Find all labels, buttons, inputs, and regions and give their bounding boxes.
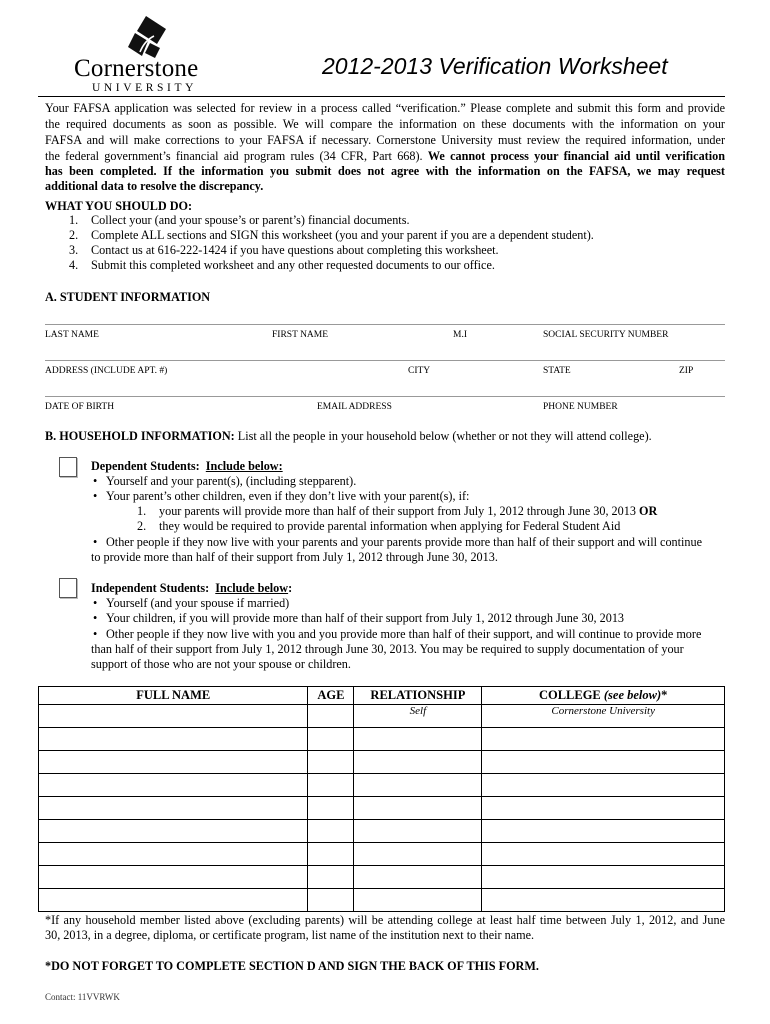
college-cell[interactable]	[482, 820, 725, 843]
zip-label: ZIP	[679, 366, 694, 376]
relationship-cell[interactable]	[354, 843, 482, 866]
dep-bullet-3-dot: •	[93, 535, 98, 549]
relationship-cell[interactable]	[354, 820, 482, 843]
dep-sub-1-or: OR	[638, 504, 658, 518]
relationship-cell[interactable]	[354, 751, 482, 774]
relationship-self: Self	[409, 705, 427, 717]
email-label: EMAIL ADDRESS	[317, 402, 392, 412]
dob-label: DATE OF BIRTH	[45, 402, 115, 412]
table-row	[39, 866, 725, 889]
ind-bullet-2: Your children, if you will provide more than half of their support from July 1, 2012 through June 30, 2013	[106, 611, 625, 625]
dep-bullet-1-dot: •	[93, 474, 98, 488]
independent-colon: :	[288, 581, 293, 595]
logo-mark-icon	[126, 16, 166, 58]
sign-reminder: *DO NOT FORGET TO COMPLETE SECTION D AND SIGN THE BACK OF THIS FORM.	[45, 959, 539, 973]
age-cell[interactable]	[308, 797, 354, 820]
name-cell[interactable]	[39, 797, 308, 820]
mi-label: M.I	[453, 330, 467, 340]
age-cell[interactable]	[308, 889, 354, 912]
address-field[interactable]	[45, 360, 725, 361]
relationship-cell[interactable]	[354, 866, 482, 889]
ind-bullet-3-line-3: support of those who are not your spouse or children.	[91, 657, 351, 671]
phone-label: PHONE NUMBER	[543, 402, 618, 412]
table-row	[39, 820, 725, 843]
first-name-label: FIRST NAME	[272, 330, 329, 340]
name-cell[interactable]	[39, 820, 308, 843]
dependent-title: Dependent Students:	[91, 459, 200, 473]
intro-line-6: additional data to resolve the discrepancy.	[45, 179, 264, 193]
college-header-text: COLLEGE	[538, 688, 601, 702]
section-b-title: B. HOUSEHOLD INFORMATION:	[45, 429, 235, 443]
age-header: AGE	[308, 687, 354, 705]
name-cell[interactable]	[39, 774, 308, 797]
logo-subtitle: UNIVERSITY	[92, 82, 197, 94]
ind-bullet-2-dot: •	[93, 611, 98, 625]
dependent-include: Include below:	[205, 459, 283, 473]
dep-bullet-3-line-2: to provide more than half of their support from July 1, 2012 through June 30, 2013.	[91, 550, 498, 564]
name-cell[interactable]	[39, 889, 308, 912]
city-label: CITY	[408, 366, 431, 376]
independent-label	[91, 581, 292, 597]
footnote-line-2: 30, 2013, in a degree, diploma, or certificate program, list name of the institution next to their name.	[45, 928, 535, 942]
intro-line-4	[45, 149, 725, 165]
ind-bullet-3-line-2: than half of their support from July 1, 2012 through June 30, 2013. You may be required to supply documentation of your	[91, 642, 684, 656]
table-header-row	[39, 687, 725, 705]
dep-sub-2: they would be required to provide parental information when applying for Federal Student Aid	[159, 519, 621, 533]
section-a-heading: A. STUDENT INFORMATION	[45, 290, 211, 304]
todo-num-4: 4.	[69, 258, 79, 272]
college-cell[interactable]	[482, 751, 725, 774]
table-row	[39, 751, 725, 774]
college-cell[interactable]	[482, 797, 725, 820]
table-row	[39, 774, 725, 797]
dob-field[interactable]	[45, 396, 725, 397]
college-cornerstone: Cornerstone University	[551, 705, 655, 717]
dep-sub-2-num: 2.	[137, 519, 147, 533]
relationship-cell[interactable]	[354, 728, 482, 751]
age-cell[interactable]	[308, 751, 354, 774]
logo-name: Cornerstone	[74, 55, 199, 82]
dependent-label	[91, 459, 283, 475]
college-cell[interactable]	[482, 843, 725, 866]
ind-bullet-3-dot: •	[93, 627, 98, 641]
table-row	[39, 889, 725, 912]
todo-num-2: 2.	[69, 228, 79, 242]
dep-bullet-2: Your parent’s other children, even if they don’t live with your parent(s), if:	[106, 489, 470, 503]
dep-bullet-1: Yourself and your parent(s), (including stepparent).	[106, 474, 357, 488]
ind-bullet-3-line-1: Other people if they now live with you and you provide more than half of their support, and will continue to provide more	[106, 627, 702, 641]
last-name-field[interactable]	[45, 324, 725, 325]
section-b-instruction: List all the people in your household below (whether or not they will attend college).	[234, 429, 652, 443]
todo-item-2: Complete ALL sections and SIGN this worksheet (you and your parent if you are a dependent student).	[91, 228, 594, 242]
full-name-header: FULL NAME	[39, 687, 308, 705]
dep-sub-1-text: your parents will provide more than half of their support from July 1, 2012 through June 30, 2013	[159, 504, 639, 518]
last-name-label: LAST NAME	[45, 330, 99, 340]
name-cell[interactable]	[39, 843, 308, 866]
page-title: 2012-2013 Verification Worksheet	[322, 53, 668, 79]
ssn-label: SOCIAL SECURITY NUMBER	[543, 330, 669, 340]
intro-line-2: the required documents as soon as possible. We will compare the information on these documents with the information on your	[45, 117, 725, 131]
college-cell[interactable]	[482, 728, 725, 751]
college-header	[482, 687, 725, 705]
relationship-cell[interactable]	[354, 705, 482, 728]
name-cell[interactable]	[39, 866, 308, 889]
college-cell[interactable]	[482, 866, 725, 889]
age-cell[interactable]	[308, 705, 354, 728]
state-label: STATE	[543, 366, 571, 376]
todo-item-3: Contact us at 616-222-1424 if you have questions about completing this worksheet.	[91, 243, 499, 257]
name-cell[interactable]	[39, 705, 308, 728]
table-row	[39, 797, 725, 820]
dep-sub-1	[159, 504, 657, 520]
name-cell[interactable]	[39, 751, 308, 774]
todo-item-1: Collect your (and your spouse’s or parent’s) financial documents.	[91, 213, 410, 227]
college-cell[interactable]	[482, 774, 725, 797]
age-cell[interactable]	[308, 820, 354, 843]
contact-code: Contact: 11VVRWK	[45, 992, 120, 1002]
name-cell[interactable]	[39, 728, 308, 751]
independent-include: Include below	[215, 581, 289, 595]
todo-num-3: 3.	[69, 243, 79, 257]
university-logo	[74, 16, 219, 96]
age-cell[interactable]	[308, 728, 354, 751]
address-label: ADDRESS (INCLUDE APT. #)	[45, 366, 168, 376]
intro-line-4-bold: We cannot process your financial aid until verification	[427, 149, 725, 163]
relationship-cell[interactable]	[354, 774, 482, 797]
table-row	[39, 843, 725, 866]
college-cell[interactable]	[482, 705, 725, 728]
todo-heading: WHAT YOU SHOULD DO:	[45, 199, 193, 213]
age-cell[interactable]	[308, 866, 354, 889]
college-header-note: (see below)	[603, 688, 662, 702]
dep-bullet-2-dot: •	[93, 489, 98, 503]
intro-line-4-normal: the federal government’s financial aid program rules (34 CFR, Part 668).	[45, 149, 428, 163]
dependent-checkbox[interactable]	[59, 457, 77, 477]
table-row	[39, 705, 725, 728]
table-row	[39, 728, 725, 751]
college-header-star: *	[661, 688, 668, 702]
relationship-cell[interactable]	[354, 889, 482, 912]
intro-line-1: Your FAFSA application was selected for review in a process called “verification.” Please complete and submit this form and provide	[45, 101, 725, 115]
independent-checkbox[interactable]	[59, 578, 77, 598]
ind-bullet-1-dot: •	[93, 596, 98, 610]
age-cell[interactable]	[308, 774, 354, 797]
intro-line-3: FAFSA and will make corrections to your FAFSA if necessary. Cornerstone University must review the required information, under	[45, 133, 725, 147]
dep-sub-1-num: 1.	[137, 504, 147, 518]
footnote-line-1: *If any household member listed above (excluding parents) will be attending college at least half time between July 1, 2012, and June	[45, 913, 725, 927]
intro-line-5: has been completed. If the information you submit does not agree with the information on the FAFSA, we may request	[45, 164, 725, 178]
dep-bullet-3-line-1: Other people if they now live with your parents and your parents provide more than half of their support and will continue	[106, 535, 703, 549]
household-table	[38, 686, 725, 912]
ind-bullet-1: Yourself (and your spouse if married)	[106, 596, 290, 610]
age-cell[interactable]	[308, 843, 354, 866]
section-b-heading	[45, 429, 652, 445]
todo-num-1: 1.	[69, 213, 79, 227]
todo-item-4: Submit this completed worksheet and any other requested documents to our office.	[91, 258, 495, 272]
independent-title: Independent Students:	[91, 581, 210, 595]
relationship-header: RELATIONSHIP	[354, 687, 482, 705]
college-cell[interactable]	[482, 889, 725, 912]
relationship-cell[interactable]	[354, 797, 482, 820]
header-rule	[38, 96, 725, 97]
